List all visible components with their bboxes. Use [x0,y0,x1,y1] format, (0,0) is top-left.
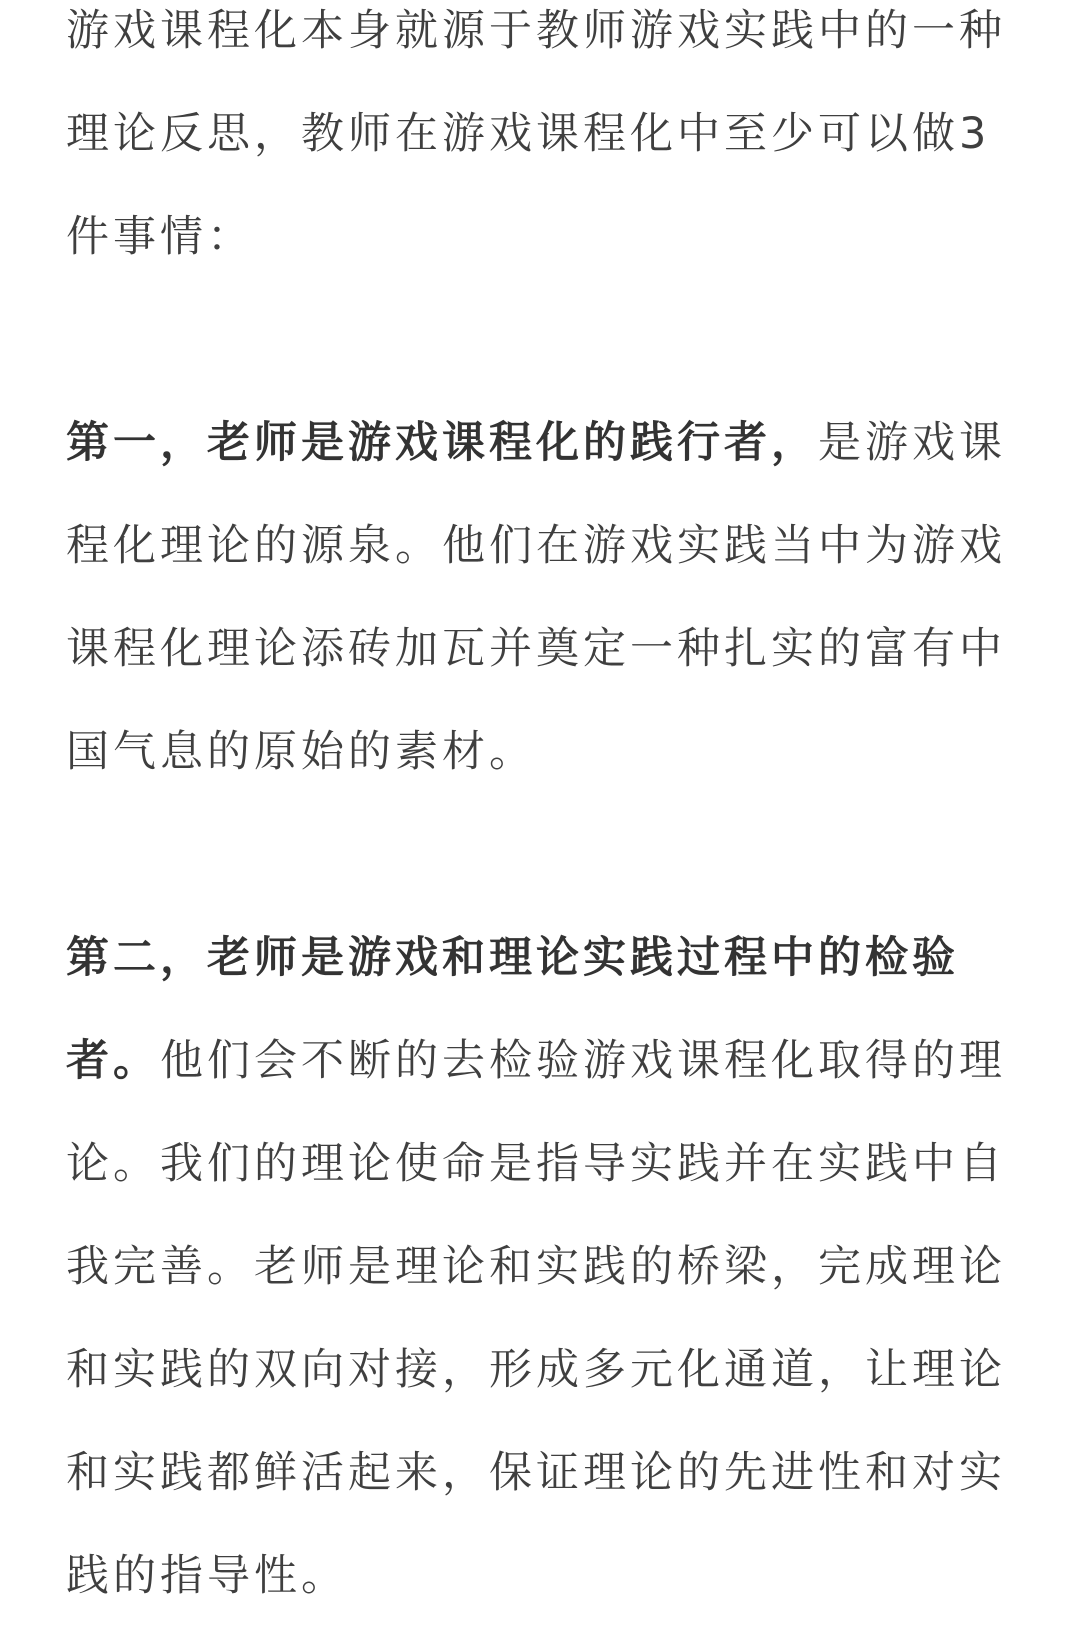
paragraph-first-point-text: 是游戏课程化理论的源泉。他们在游戏实践当中为游戏课程化理论添砖加瓦并奠定一种扎实的富有中国气息的原始的素材。 [66,418,1006,777]
paragraph-second-point [66,907,1016,1628]
article-body [66,0,1016,1628]
paragraph-second-point-text: 他们会不断的去检验游戏课程化取得的理论。我们的理论使命是指导实践并在实践中自我完善。老师是理论和实践的桥梁，完成理论和实践的双向对接，形成多元化通道，让理论和实践都鲜活起来，保证理论的先进性和对实践的指导性。 [66,1036,1006,1601]
paragraph-second-point-lead: 第二，老师是游戏和理论实践过程中的检验者。 [66,933,959,1086]
paragraph-first-point [66,392,1016,804]
paragraph-intro-text: 游戏课程化本身就源于教师游戏实践中的一种理论反思，教师在游戏课程化中至少可以做3件事情： [66,6,1006,262]
paragraph-first-point-lead: 第一，老师是游戏课程化的践行者， [66,418,818,468]
paragraph-intro [66,0,1016,289]
